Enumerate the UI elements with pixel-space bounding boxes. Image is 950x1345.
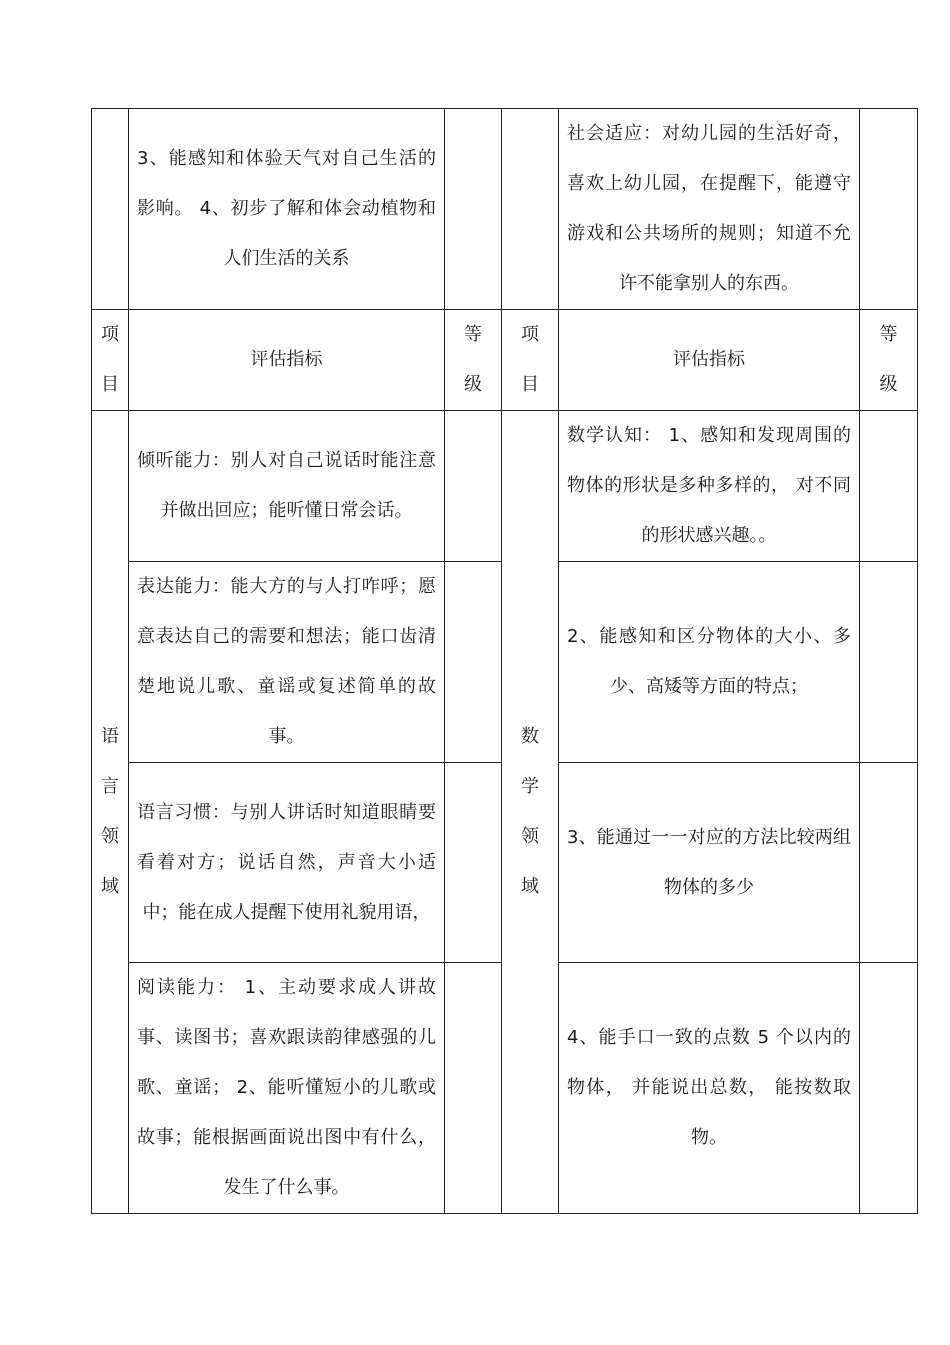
grade-cell	[445, 562, 502, 763]
item-header: 项 目	[92, 310, 129, 411]
indicator-cell	[559, 763, 860, 963]
indicator-cell	[559, 411, 860, 562]
grade-header: 等 级	[445, 310, 502, 411]
table-row	[92, 411, 918, 562]
evaluation-table	[91, 108, 918, 1214]
indicator-cell	[559, 963, 860, 1214]
indicator-text: 4、能手口一致的点数 5 个以内的物体， 并能说出总数， 能按数取物。	[567, 1027, 851, 1148]
indicator-cell	[129, 963, 445, 1214]
item-header: 项 目	[502, 310, 559, 411]
grade-cell	[860, 411, 918, 562]
table-row	[92, 109, 918, 310]
grade-cell	[445, 109, 502, 310]
indicator-text: 3、能通过一一对应的方法比较两组物体的多少	[567, 826, 851, 898]
indicator-text: 数学认知： 1、感知和发现周围的物体的形状是多种多样的， 对不同的形状感兴趣。。	[567, 425, 851, 546]
indicator-text: 倾听能力：别人对自己说话时能注意并做出回应；能听懂日常会话。	[137, 450, 436, 521]
grade-cell	[445, 763, 502, 963]
indicator-cell	[559, 109, 860, 310]
indicator-cell	[129, 562, 445, 763]
indicator-text: 2、能感知和区分物体的大小、多少、高矮等方面的特点；	[567, 626, 851, 697]
indicator-cell	[129, 763, 445, 963]
empty-cell	[92, 109, 129, 310]
indicator-header: 评估指标	[129, 310, 445, 411]
empty-cell	[502, 109, 559, 310]
indicator-text: 语言习惯：与别人讲话时知道眼睛要看着对方；说话自然，声音大小适中；能在成人提醒下使用礼貌用语，	[137, 801, 436, 923]
indicator-cell	[129, 109, 445, 310]
header-row	[92, 310, 918, 411]
grade-cell	[445, 963, 502, 1214]
grade-cell	[860, 562, 918, 763]
language-domain-label: 语 言 领 域	[92, 411, 129, 1214]
math-domain-label: 数 学 领 域	[502, 411, 559, 1214]
indicator-text: 3、能感知和体验天气对自己生活的影响。 4、初步了解和体会动植物和人们生活的关系	[137, 148, 436, 269]
grade-header: 等 级	[860, 310, 918, 411]
indicator-text: 社会适应：对幼儿园的生活好奇，喜欢上幼儿园，在提醒下，能遵守游戏和公共场所的规则；知道不允许不能拿别人的东西。	[567, 123, 851, 294]
indicator-cell	[559, 562, 860, 763]
indicator-cell	[129, 411, 445, 562]
grade-cell	[445, 411, 502, 562]
grade-cell	[860, 109, 918, 310]
indicator-text: 阅读能力： 1、主动要求成人讲故事、读图书；喜欢跟读韵律感强的儿歌、童谣； 2、能听懂短小的儿歌或故事；能根据画面说出图中有什么，发生了什么事。	[137, 977, 436, 1198]
indicator-text: 表达能力：能大方的与人打咋呼；愿意表达自己的需要和想法；能口齿清楚地说儿歌、童谣或复述简单的故事。	[137, 576, 436, 747]
grade-cell	[860, 963, 918, 1214]
grade-cell	[860, 763, 918, 963]
indicator-header: 评估指标	[559, 310, 860, 411]
